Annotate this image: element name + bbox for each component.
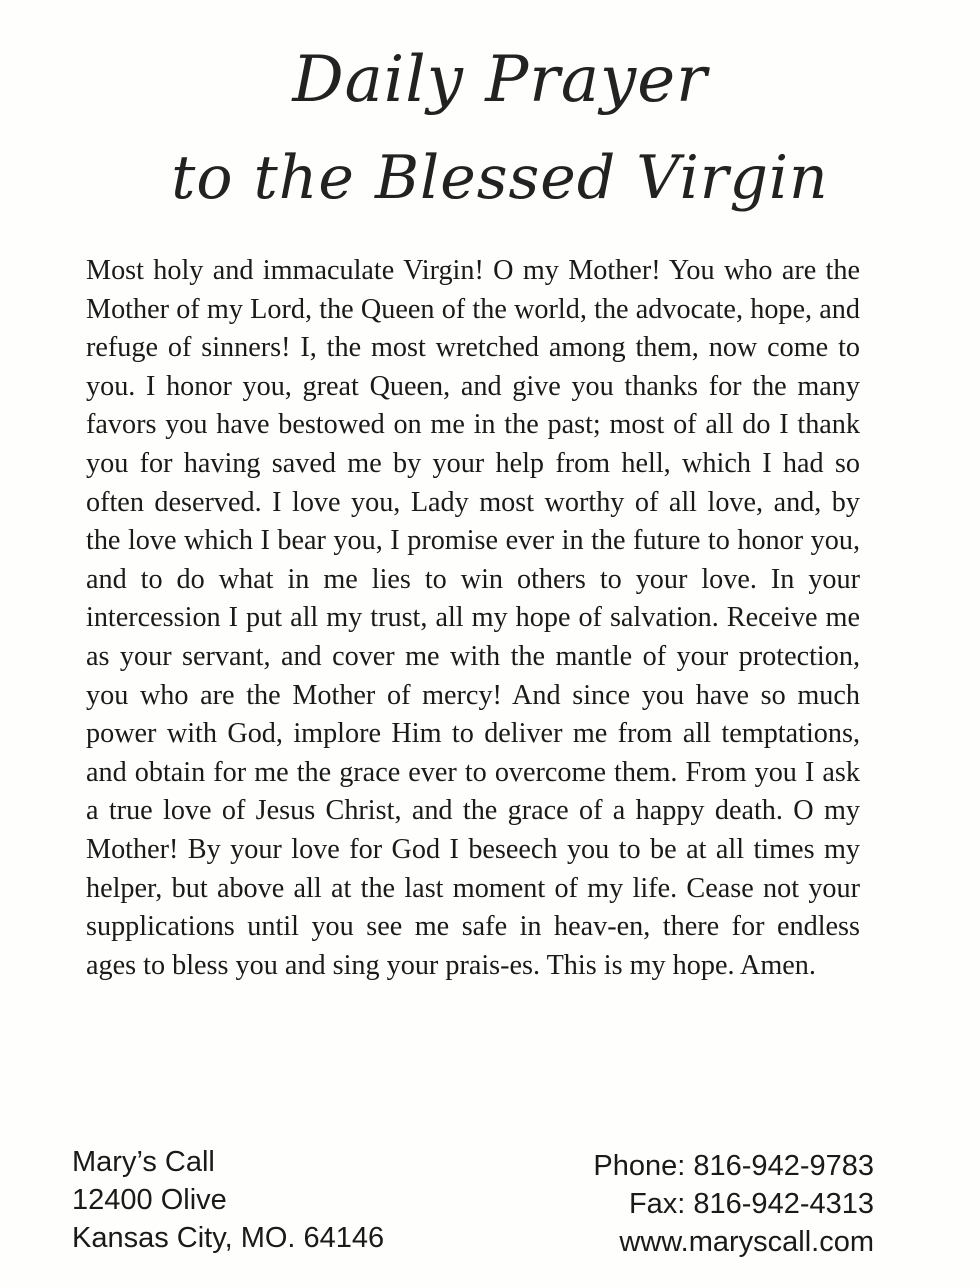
- fax-number: Fax: 816-942-4313: [628, 1188, 874, 1220]
- street-address: 12400 Olive: [72, 1184, 227, 1216]
- website-link[interactable]: www.maryscall.com: [619, 1226, 874, 1258]
- organization-name: Mary’s Call: [72, 1146, 215, 1178]
- title-line-2: to the Blessed Virgin: [171, 143, 829, 213]
- phone-number: Phone: 816-942-9783: [593, 1150, 874, 1182]
- prayer-text: Most holy and immaculate Virgin! O my Mother! You who are the Mother of my Lord, the Queen of the world, the advocate, hope, and refuge of sinners! I, the most wretched among them, now come to you. I honor you, great Queen, and give you thanks for the many favors you have bestowed on me in the past; most of all do I thank you for having saved me by your help from hell, which I had so often deserved. I love you, Lady most worthy of all love, and, by the love which I bear you, I promise ever in the future to honor you, and to do what in me lies to win others to your love. In your intercession I put all my trust, all my hope of salvation. Receive me as your servant, and cover me with the mantle of your protection, you who are the Mother of mercy! And since you have so much power with God, implore Him to deliver me from all temptations, and obtain for me the grace ever to overcome them. From you I ask a true love of Jesus Christ, and the grace of a happy death. O my Mother! By your love for God I beseech you to be at all times my helper, but above all at the last moment of my life. Cease not your supplications until you see me safe in heav-en, there for endless ages to bless you and sing your prais-es. This is my hope. Amen.: [86, 255, 860, 981]
- address-block: [72, 1143, 384, 1257]
- city-state-zip: Kansas City, MO. 64146: [72, 1222, 385, 1254]
- contact-block: [593, 1147, 874, 1261]
- title-line-1: Daily Prayer: [292, 43, 708, 117]
